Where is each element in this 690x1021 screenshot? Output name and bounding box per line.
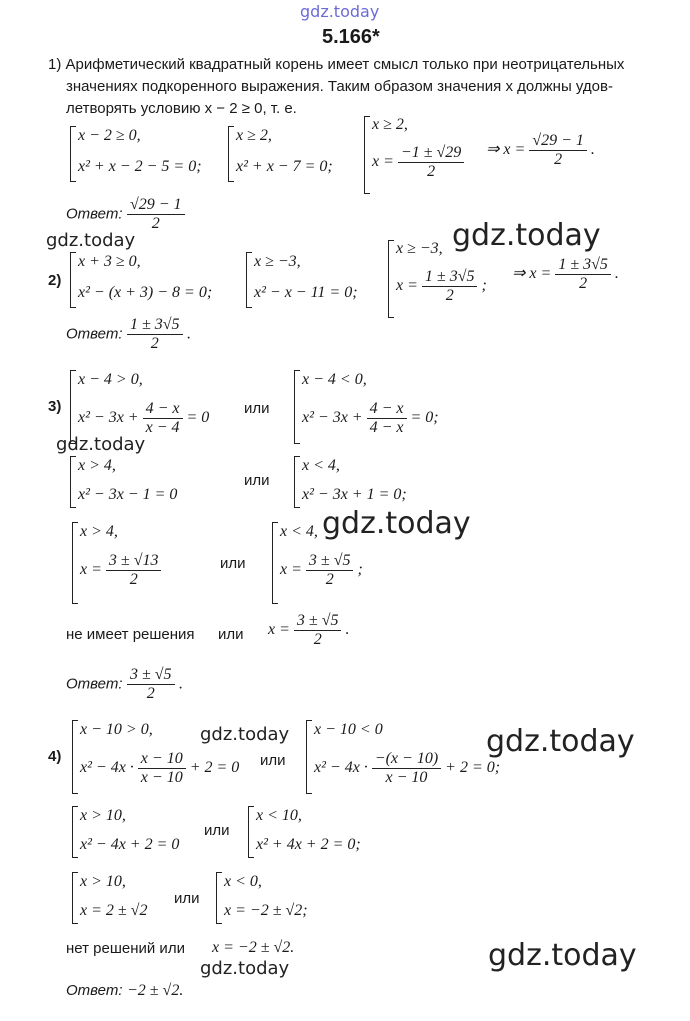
p2-result: ⇒ x = $\frac{1 \pm 3√5}{2}$ . (512, 256, 619, 292)
p4-eq: x < 0, (224, 873, 262, 890)
p4-conclusion: нет решений или (66, 940, 185, 957)
system-brace (364, 116, 365, 194)
p4-eq: x² − 4x · $\frac{x - 10}{x - 10}$ + 2 = 0 (80, 750, 240, 786)
p4-eq: x² − 4x · $\frac{-(x - 10)}{x - 10}$ + 2 = 0; (314, 750, 501, 786)
watermark: gdz.today (46, 230, 136, 251)
system-brace (228, 126, 229, 182)
p2-eq: x² − (x + 3) − 8 = 0; (78, 284, 213, 301)
watermark: gdz.today (56, 434, 146, 455)
watermark: gdz.today (200, 724, 290, 745)
watermark: gdz.today (322, 506, 471, 541)
p4-eq: x² + 4x + 2 = 0; (256, 836, 361, 853)
p3-eq: x² − 3x + $\frac{4 - x}{4 - x}$ = 0; (302, 400, 439, 436)
p3-answer: Ответ: $\frac{3 \pm √5}{2}$ . (66, 666, 183, 702)
p3-conclusion-eq: x = $\frac{3 \pm √5}{2}$ . (268, 612, 350, 648)
watermark: gdz.today (452, 218, 601, 253)
p3-eq: x² − 3x − 1 = 0 (78, 486, 178, 503)
p3-eq: x = $\frac{3 \pm √5}{2}$ ; (280, 552, 363, 588)
system-brace (248, 806, 249, 858)
p1-eq: x − 2 ≥ 0, (78, 127, 141, 144)
p3-eq: x > 4, (80, 523, 118, 540)
watermark: gdz.today (486, 724, 635, 759)
system-brace (246, 252, 247, 308)
p1-eq: x ≥ 2, (372, 116, 408, 133)
intro-line: летворять условию x − 2 ≥ 0, т. е. (66, 100, 297, 117)
p3-eq: x − 4 < 0, (302, 371, 367, 388)
p2-eq: x + 3 ≥ 0, (78, 253, 141, 270)
system-brace (70, 126, 71, 182)
p1-eq: x = $\frac{-1 \pm √29}{2}$ (372, 144, 464, 181)
system-brace (72, 872, 73, 924)
system-brace (70, 370, 71, 444)
p1-answer: Ответ: $\frac{√29 - 1}{2}$ (66, 196, 185, 233)
p3-eq: x² − 3x + $\frac{4 - x}{x - 4}$ = 0 (78, 400, 210, 436)
p4-eq: x = 2 ± √2 (80, 902, 148, 919)
p3-eq: x² − 3x + 1 = 0; (302, 486, 407, 503)
or-word: или (244, 400, 270, 417)
p4-conclusion-eq: x = −2 ± √2. (212, 939, 295, 956)
intro-line: 1) Арифметический квадратный корень имеет смысл только при неотрицательных (48, 56, 625, 73)
p3-eq: x > 4, (78, 457, 116, 474)
or-word: или (220, 555, 246, 572)
or-word: или (260, 752, 286, 769)
p4-answer: Ответ: −2 ± √2. (66, 982, 184, 999)
system-brace (72, 522, 73, 604)
system-brace (306, 720, 307, 794)
p4-eq: x < 10, (256, 807, 302, 824)
watermark: gdz.today (200, 958, 290, 979)
p3-eq: x = $\frac{3 \pm √13}{2}$ (80, 552, 161, 589)
or-word: или (244, 472, 270, 489)
part-label: 2) (48, 272, 62, 289)
p2-eq: x² − x − 11 = 0; (254, 284, 358, 301)
system-brace (294, 370, 295, 444)
system-brace (72, 720, 73, 794)
p3-eq: x − 4 > 0, (78, 371, 143, 388)
system-brace (72, 806, 73, 858)
p4-eq: x − 10 > 0, (80, 721, 153, 738)
part-label: 4) (48, 748, 62, 765)
p4-eq: x² − 4x + 2 = 0 (80, 836, 180, 853)
system-brace (272, 522, 273, 604)
p2-answer: Ответ: $\frac{1 \pm 3√5}{2}$ . (66, 316, 191, 352)
or-word: или (174, 890, 200, 907)
or-word: или (204, 822, 230, 839)
p2-eq: x ≥ −3, (254, 253, 301, 270)
p1-eq: x² + x − 7 = 0; (236, 158, 333, 175)
p2-eq: x = $\frac{1 \pm 3√5}{2}$ ; (396, 268, 487, 304)
part-label: 3) (48, 398, 62, 415)
p3-eq: x < 4, (280, 523, 318, 540)
p3-eq: x < 4, (302, 457, 340, 474)
p1-eq: x ≥ 2, (236, 127, 272, 144)
system-brace (216, 872, 217, 924)
system-brace (70, 456, 71, 508)
p4-eq: x − 10 < 0 (314, 721, 383, 738)
system-brace (388, 240, 389, 318)
problem-number: 5.166* (322, 26, 380, 48)
p1-result: ⇒ x = $\frac{√29 - 1}{2}$ . (486, 132, 595, 168)
system-brace (70, 252, 71, 308)
intro-line: значениях подкоренного выражения. Таким образом значения x должны удов- (66, 78, 613, 95)
p4-eq: x > 10, (80, 807, 126, 824)
system-brace (294, 456, 295, 508)
p2-eq: x ≥ −3, (396, 240, 443, 257)
or-word: или (218, 626, 244, 643)
p1-eq: x² + x − 2 − 5 = 0; (78, 158, 202, 175)
p4-eq: x = −2 ± √2; (224, 902, 308, 919)
p4-eq: x > 10, (80, 873, 126, 890)
watermark-top: gdz.today (300, 2, 380, 21)
watermark: gdz.today (488, 938, 637, 973)
p3-conclusion: не имеет решения (66, 626, 195, 643)
